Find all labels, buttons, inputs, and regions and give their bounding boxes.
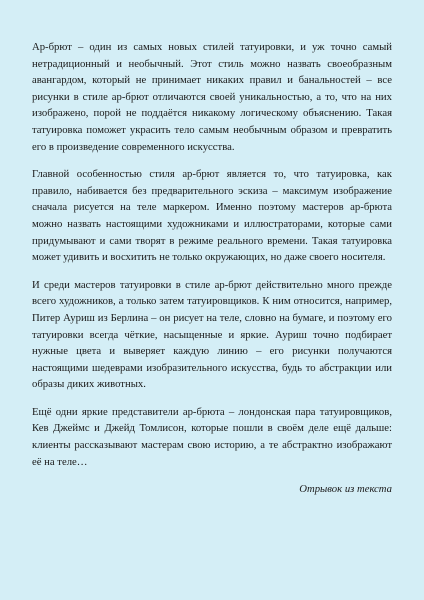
excerpt-caption: Отрывок из текста bbox=[299, 483, 392, 496]
paragraph-1: Ар-брют – один из самых новых стилей татуировки, и уж точно самый нетрадиционный и необычный. Этот стиль можно назвать своеобразным авангардом, который не принимает никаких правил и банальностей – все рисунки в стиле ар-брют отличаются своей уникальностью, а то, что на них изображено, порой не поддаётся никакому логическому объяснению. Такая татуировка поможет украсить тело самым необычным образом и превратить его в произведение современного искусства. bbox=[32, 41, 392, 153]
paragraph-4: Ещё одни яркие представители ар-брюта – лондонская пара татуировщиков, Кев Джеймс и Джейд Томлисон, которые пошли в своём деле ещё дальше: клиенты рассказывают мастерам свою историю, а те абстрактно изображают её на теле… bbox=[32, 405, 392, 468]
paragraph-2: Главной особенностью стиля ар-брют является то, что татуировка, как правило, набивается без предварительного эскиза – максимум изображение сначала рисуется на теле маркером. Именно поэтому мастеров ар-брюта можно назвать настоящими художниками и иллюстраторами, которые сами придумывают и сами творят в режиме реального времени. Такая татуировка может удивить и восхитить не только окружающих, но даже своего носителя. bbox=[32, 168, 392, 264]
paragraph-3: И среди мастеров татуировки в стиле ар-брют действительно много прежде всего художников, а только затем татуировщиков. К ним относится, например, Питер Ауриш из Берлина – он рисует на теле, словно на бумаге, и поэтому его татуировки всегда чёткие, насыщенные и яркие. Ауриш точно подбирает нужные цвета и выверяет каждую линию – его рисунки получаются настоящими шедеврами изобразительного искусства, будь то абстракции или образы диких животных. bbox=[32, 278, 392, 391]
